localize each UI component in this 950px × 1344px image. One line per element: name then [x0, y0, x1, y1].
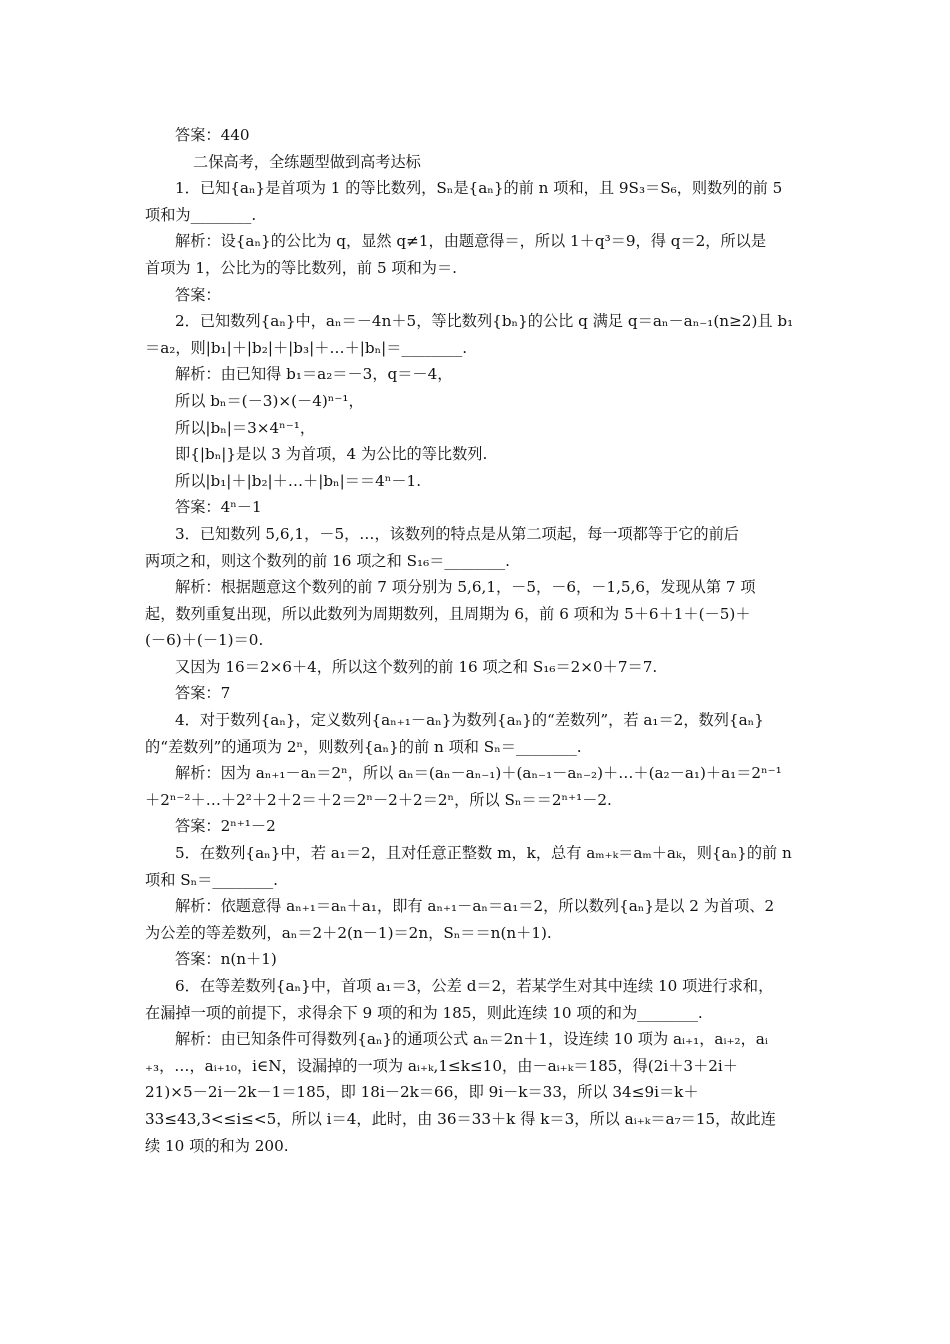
solution-2-line-2: 所以 bₙ＝(－3)×(－4)ⁿ⁻¹， [175, 391, 364, 410]
question-4-line-1: 4．对于数列{aₙ}，定义数列{aₙ₊₁－aₙ}为数列{aₙ}的“差数列”，若 a₁＝2，数列{aₙ} [175, 711, 764, 730]
solution-6-line-3: 21)×5－2i－2k－1＝185，即 18i－2k＝66，即 9i－k＝33，所以 34≤9i＝k＋ [145, 1083, 699, 1102]
question-3-line-2: 两项之和，则这个数列的前 16 项之和 S₁₆＝________. [145, 551, 510, 570]
solution-5-line-1: 解析：依题意得 aₙ₊₁＝aₙ＋a₁，即有 aₙ₊₁－aₙ＝a₁＝2，所以数列{aₙ}是以 2 为首项、2 [175, 897, 775, 916]
question-6-line-1: 6．在等差数列{aₙ}中，首项 a₁＝3，公差 d＝2，若某学生对其中连续 10 项进行求和， [175, 977, 774, 995]
question-2-line-2: ＝a₂，则|b₁|＋|b₂|＋|b₃|＋…＋|bₙ|＝________. [145, 338, 468, 357]
solution-2-line-4: 即{|bₙ|}是以 3 为首项，4 为公比的等比数列. [175, 445, 488, 464]
solution-3-line-4: 又因为 16＝2×6＋4，所以这个数列的前 16 项之和 S₁₆＝2×0＋7＝7. [175, 657, 658, 676]
question-5-line-1: 5．在数列{aₙ}中，若 a₁＝2，且对任意正整数 m，k，总有 aₘ₊ₖ＝aₘ＋aₖ，则{aₙ}的前 n [175, 844, 792, 863]
question-5-line-2: 项和 Sₙ＝________. [145, 870, 278, 889]
answer-1: 答案： [175, 285, 221, 304]
solution-1-line-1: 解析：设{aₙ}的公比为 q，显然 q≠1，由题意得＝，所以 1＋q³＝9，得 q＝2，所以是 [175, 232, 767, 251]
solution-2-line-3: 所以|bₙ|＝3×4ⁿ⁻¹， [175, 418, 316, 437]
solution-6-line-4: 33≤43,3<≤i≤<5，所以 i＝4，此时，由 36＝33＋k 得 k＝3，所以 aᵢ₊ₖ＝a₇＝15，故此连 [145, 1109, 776, 1128]
question-1-line-2: 项和为________. [145, 205, 257, 224]
question-2-line-1: 2．已知数列{aₙ}中，aₙ＝－4n＋5，等比数列{bₙ}的公比 q 满足 q＝aₙ－aₙ₋₁(n≥2)且 b₁ [175, 312, 794, 331]
question-4-line-2: 的“差数列”的通项为 2ⁿ，则数列{aₙ}的前 n 项和 Sₙ＝________. [145, 737, 582, 756]
question-3-line-1: 3．已知数列 5,6,1，－5，…，该数列的特点是从第二项起，每一项都等于它的前后 [175, 524, 739, 543]
solution-6-line-1: 解析：由已知条件可得数列{aₙ}的通项公式 aₙ＝2n＋1，设连续 10 项为 aᵢ₊₁，aᵢ₊₂，aᵢ [175, 1030, 768, 1049]
solution-4-line-1: 解析：因为 aₙ₊₁－aₙ＝2ⁿ，所以 aₙ＝(aₙ－aₙ₋₁)＋(aₙ₋₁－aₙ₋₂)＋…＋(a₂－a₁)＋a₁＝2ⁿ⁻¹ [175, 764, 782, 783]
answer-3: 答案：7 [175, 684, 231, 703]
section-title: 二保高考，全练题型做到高考达标 [193, 152, 421, 171]
solution-2-line-5: 所以|b₁|＋|b₂|＋…＋|bₙ|＝＝4ⁿ－1. [175, 471, 422, 490]
solution-2-line-1: 解析：由已知得 b₁＝a₂＝－3，q＝－4， [175, 365, 453, 384]
answer-5: 答案：n(n＋1) [175, 950, 277, 969]
solution-3-line-1: 解析：根据题意这个数列的前 7 项分别为 5,6,1，－5，－6，－1,5,6，发现从第 7 项 [175, 578, 756, 597]
solution-6-line-5: 续 10 项的和为 200. [145, 1136, 289, 1155]
solution-5-line-2: 为公差的等差数列，aₙ＝2＋2(n－1)＝2n，Sₙ＝＝n(n＋1). [145, 923, 552, 942]
solution-3-line-2: 起，数列重复出现，所以此数列为周期数列，且周期为 6，前 6 项和为 5＋6＋1＋(－5)＋ [145, 604, 751, 623]
answer-4: 答案：2ⁿ⁺¹－2 [175, 817, 276, 836]
question-1-line-1: 1．已知{aₙ}是首项为 1 的等比数列，Sₙ是{aₙ}的前 n 项和，且 9S₃＝S₆，则数列的前 5 [175, 179, 783, 198]
question-6-line-2: 在漏掉一项的前提下，求得余下 9 项的和为 185，则此连续 10 项的和为________. [145, 1003, 703, 1022]
document-page [145, 122, 807, 1159]
answer-line: 答案：440 [175, 126, 250, 144]
solution-1-line-2: 首项为 1，公比为的等比数列，前 5 项和为＝. [145, 258, 458, 277]
answer-2: 答案：4ⁿ－1 [175, 498, 262, 517]
solution-6-line-2: ₊₃，…，aᵢ₊₁₀，i∈N，设漏掉的一项为 aᵢ₊ₖ,1≤k≤10，由－aᵢ₊ₖ＝185，得(2i＋3＋2i＋ [145, 1056, 738, 1075]
solution-3-line-3: (－6)＋(－1)＝0. [145, 631, 264, 650]
solution-4-line-2: ＋2ⁿ⁻²＋…＋2²＋2＋2＝＋2＝2ⁿ－2＋2＝2ⁿ，所以 Sₙ＝＝2ⁿ⁺¹－2. [145, 790, 612, 809]
